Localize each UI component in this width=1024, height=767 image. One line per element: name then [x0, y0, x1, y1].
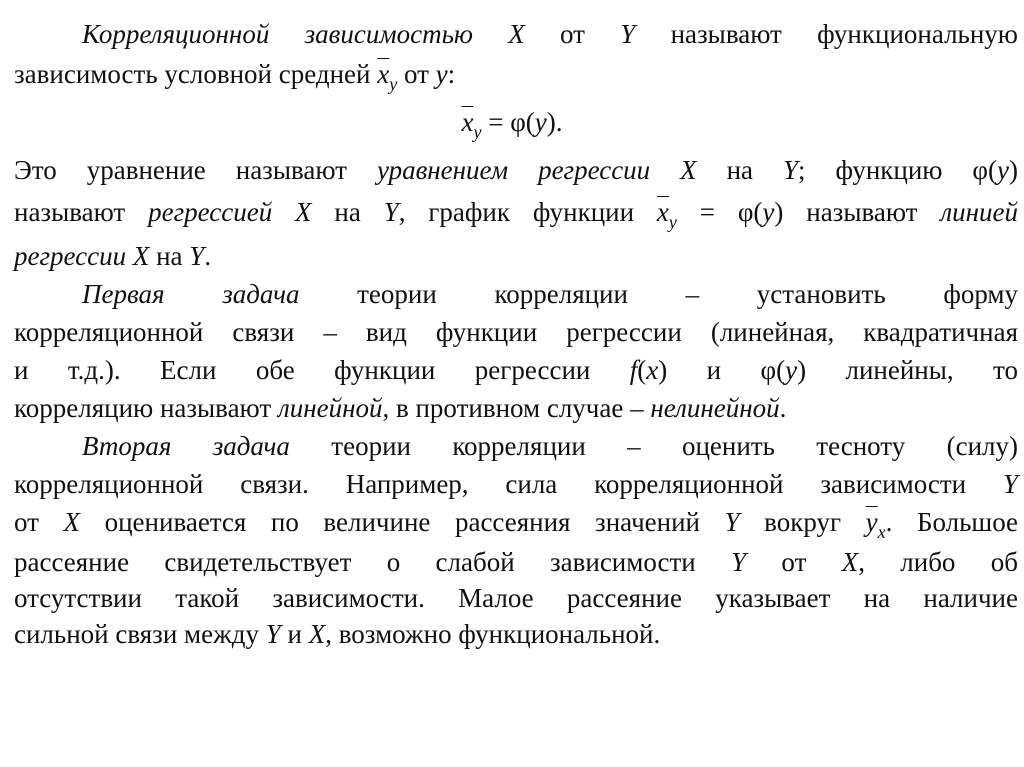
para2-line3: регрессии X на Y. [14, 241, 212, 271]
para3-line2: корреляционной связи – вид функции регрессии (линейная, квадратичная [14, 317, 1018, 347]
para2-line2: называют регрессией X на Y, график функции $\overline{x}_y = \varphi(y)$ называют линией [14, 197, 1018, 232]
para1-line1: Корреляционной зависимостью X от Y называют функциональную [82, 19, 1018, 49]
regression-equation: $\overline{x}_y = \varphi(y)$. [461, 107, 563, 142]
para4-line6: сильной связи между Y и X, возможно функциональной. [14, 619, 661, 649]
para1-line2: зависимость условной средней $\overline{x}_y$ от y: [14, 59, 456, 94]
para4-line4: рассеяние свидетельствует о слабой зависимости Y от X, либо об [14, 547, 1018, 577]
para3-line4: корреляцию называют линейной, в противном случае – нелинейной. [14, 393, 787, 423]
para4-line5: отсутствии такой зависимости. Малое рассеяние указывает на наличие [14, 583, 1018, 613]
para4-line2: корреляционной связи. Например, сила корреляционной зависимости Y [14, 469, 1018, 499]
para2-line1: Это уравнение называют уравнением регрессии X на Y; функцию φ(y) [14, 155, 1018, 185]
para3-line1: Первая задача теории корреляции – установить форму [82, 279, 1018, 309]
para4-line1: Вторая задача теории корреляции – оценить тесноту (силу) [82, 431, 1018, 461]
para4-line3: от X оценивается по величине рассеяния значений Y вокруг $\overline{y}_x$. Большое [14, 507, 1019, 542]
para3-line3: и т.д.). Если обе функции регрессии f(x) и φ(y) линейны, то [14, 355, 1018, 385]
